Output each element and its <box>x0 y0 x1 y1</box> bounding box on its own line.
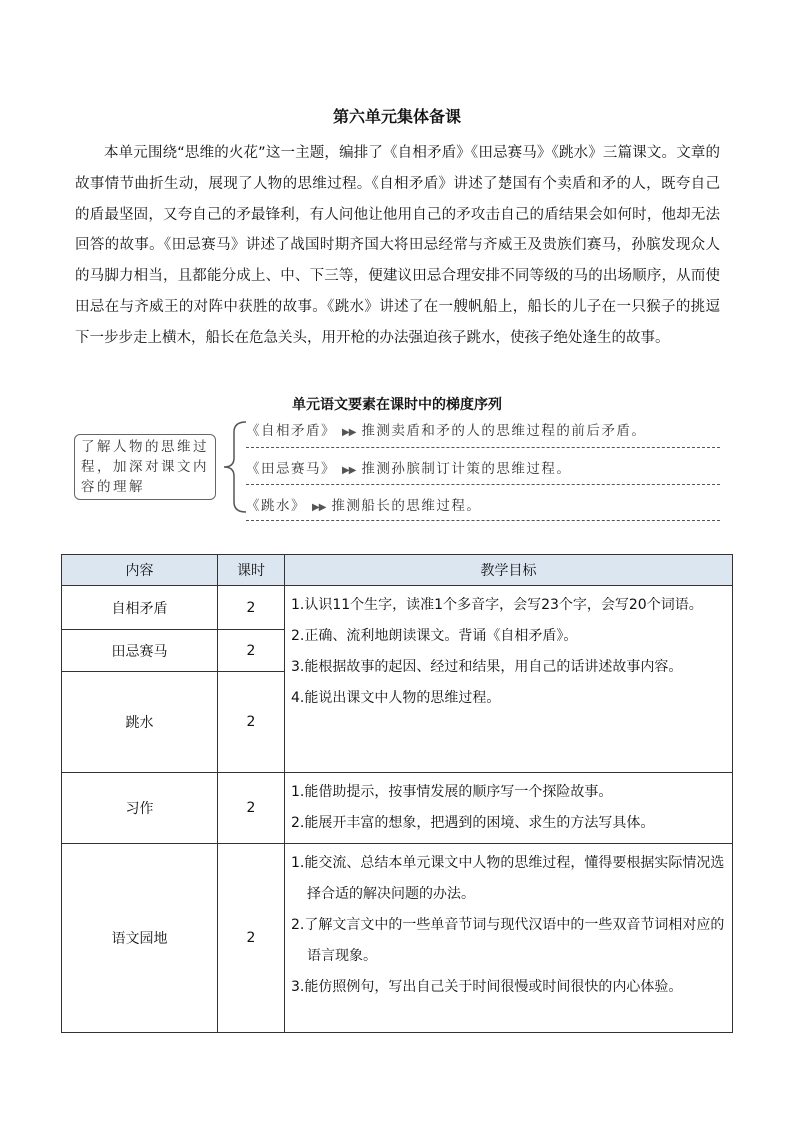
gradient-step-2 <box>246 457 571 477</box>
page-title: 第六单元集体备课 <box>332 107 461 126</box>
lesson-name: 自相矛盾 <box>62 586 218 630</box>
writing-goals-cell <box>285 773 733 844</box>
lesson-hours: 2 <box>218 773 285 844</box>
diagram-subtitle: 单元语文要素在课时中的梯度序列 <box>292 397 502 413</box>
dashed-divider <box>246 447 720 448</box>
gradient-step-3 <box>246 494 481 514</box>
table-row <box>62 773 733 844</box>
goal-item: 2.能展开丰富的想象，把遇到的困境、求生的方法写具体。 <box>291 815 655 831</box>
step-text: 推测船长的思维过程。 <box>331 498 482 514</box>
gradient-step-1 <box>246 419 646 439</box>
header-hours: 课时 <box>218 555 285 586</box>
table-row <box>62 844 733 1033</box>
dashed-divider <box>246 520 720 521</box>
double-arrow-icon: ▶▶ <box>342 427 356 438</box>
goal-item: 2.了解文言文中的一些单音节词与现代汉语中的一些双音节词相对应的语言现象。 <box>291 917 725 964</box>
garden-goals-cell <box>285 844 733 1033</box>
dashed-divider <box>246 484 720 485</box>
step-lesson: 《跳水》 <box>246 498 306 514</box>
goal-item: 3.能根据故事的起因、经过和结果，用自己的话讲述故事内容。 <box>291 659 683 675</box>
step-lesson: 《自相矛盾》 <box>246 423 336 439</box>
goal-item: 4.能说出课文中人物的思维过程。 <box>291 690 501 706</box>
goal-item: 2.正确、流利地朗读课文。背诵《自相矛盾》。 <box>291 628 578 644</box>
step-text: 推测孙膑制订计策的思维过程。 <box>361 461 572 477</box>
goal-item: 1.能借助提示，按事情发展的顺序写一个探险故事。 <box>291 784 613 800</box>
header-goals: 教学目标 <box>285 555 733 586</box>
header-content: 内容 <box>62 555 218 586</box>
table-row <box>62 586 733 630</box>
lesson-plan-table <box>61 554 733 1033</box>
lesson-name: 语文园地 <box>62 844 218 1033</box>
reading-goals-cell <box>285 586 733 773</box>
double-arrow-icon: ▶▶ <box>342 465 356 476</box>
table-header-row <box>62 555 733 586</box>
lesson-hours: 2 <box>218 844 285 1033</box>
goal-item: 1.能交流、总结本单元课文中人物的思维过程，懂得要根据实际情况选择合适的解决问题的办法。 <box>291 855 725 902</box>
lesson-hours: 2 <box>218 672 285 773</box>
goal-item: 1.认识11个生字，读准1个多音字，会写23个字，会写20个词语。 <box>291 597 703 613</box>
objective-box: 了解人物的思维过程，加深对课文内容的理解 <box>74 434 216 500</box>
double-arrow-icon: ▶▶ <box>312 502 326 513</box>
lesson-hours: 2 <box>218 586 285 630</box>
step-text: 推测卖盾和矛的人的思维过程的前后矛盾。 <box>361 423 647 439</box>
goal-item: 3.能仿照例句，写出自己关于时间很慢或时间很快的内心体验。 <box>291 979 683 995</box>
step-lesson: 《田忌赛马》 <box>246 461 336 477</box>
lesson-name: 田忌赛马 <box>62 630 218 672</box>
lesson-name: 习作 <box>62 773 218 844</box>
intro-paragraph: 本单元围绕“思维的火花”这一主题，编排了《自相矛盾》《田忌赛马》《跳水》三篇课文。文章的故事情节曲折生动，展现了人物的思维过程。《自相矛盾》讲述了楚国有个卖盾和矛的人，既夸自己的盾最坚固，又夸自己的矛最锋利，有人问他让他用自己的矛攻击自己的盾结果会如何时，他却无法回答的故事。《田忌赛马》讲述了战国时期齐国大将田忌经常与齐威王及贵族们赛马，孙膑发现众人的马脚力相当，且都能分成上、中、下三等，便建议田忌合理安排不同等级的马的出场顺序，从而使田忌在与齐威王的对阵中获胜的故事。《跳水》讲述了在一艘帆船上，船长的儿子在一只猴子的挑逗下一步步走上横木，船长在危急关头，用开枪的办法强迫孩子跳水，使孩子绝处逢生的故事。 <box>75 145 720 346</box>
lesson-name: 跳水 <box>62 672 218 773</box>
lesson-hours: 2 <box>218 630 285 672</box>
